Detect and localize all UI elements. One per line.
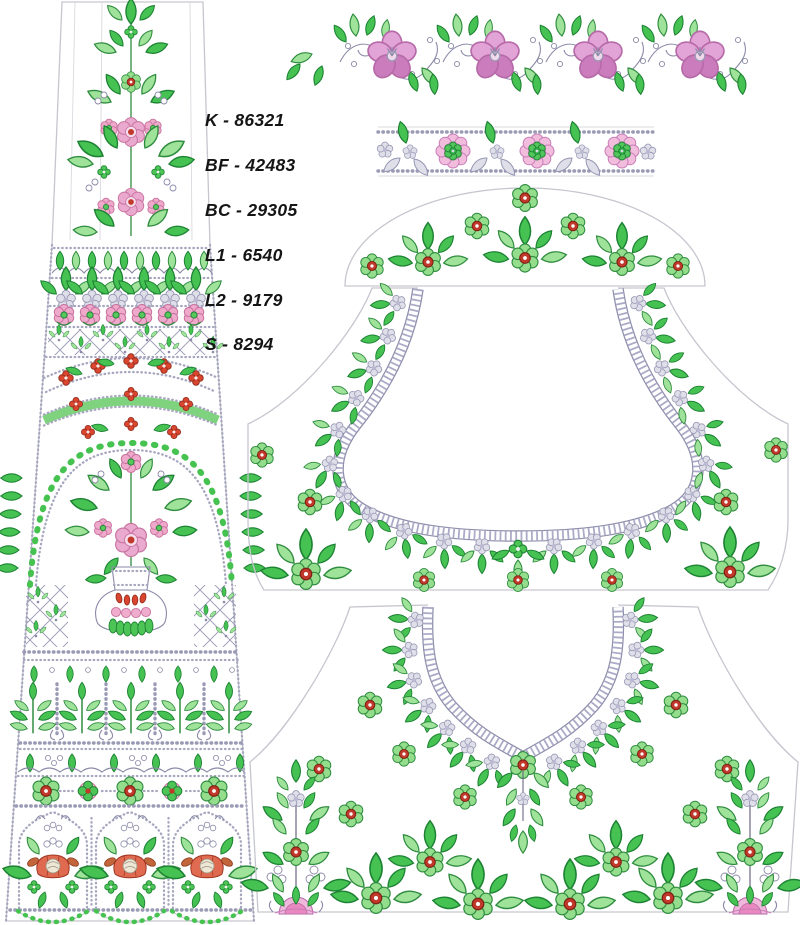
kali-drop-band — [18, 754, 244, 772]
kali-arch-band — [44, 354, 218, 439]
kali-pink-flower-band — [49, 304, 213, 327]
back-neckline-trim — [338, 289, 698, 536]
kali-palmette-band — [38, 267, 224, 309]
kali-vase-tree-motif — [65, 451, 197, 636]
front-neckline-trim — [428, 607, 619, 757]
stitch-label-s: S - 8294 — [205, 334, 274, 354]
blouse-front-piece — [240, 594, 800, 919]
stitch-label-k: K - 86321 — [205, 110, 285, 130]
stitch-label-l1: L1 - 6540 — [205, 245, 283, 265]
kali-rosette-band — [16, 776, 246, 806]
sleeve-piece — [345, 185, 705, 286]
neckline-lace-border — [377, 121, 656, 178]
kali-bead-band — [24, 652, 238, 682]
kali-side-lattice — [25, 585, 237, 647]
kali-top-tree-motif — [67, 0, 195, 237]
kali-arch-panels — [2, 812, 259, 910]
stitch-label-l2: L2 - 9179 — [205, 290, 283, 310]
stitch-label-bf: BF - 42483 — [205, 155, 296, 175]
kali-lattice-band — [46, 324, 224, 357]
kali-column-band — [9, 682, 253, 749]
blouse-back-piece — [248, 279, 788, 591]
top-floral-border — [284, 14, 748, 95]
stitch-label-bc: BC - 29305 — [205, 200, 298, 220]
kali-panel — [0, 0, 265, 923]
kali-leaf-band — [52, 248, 212, 278]
